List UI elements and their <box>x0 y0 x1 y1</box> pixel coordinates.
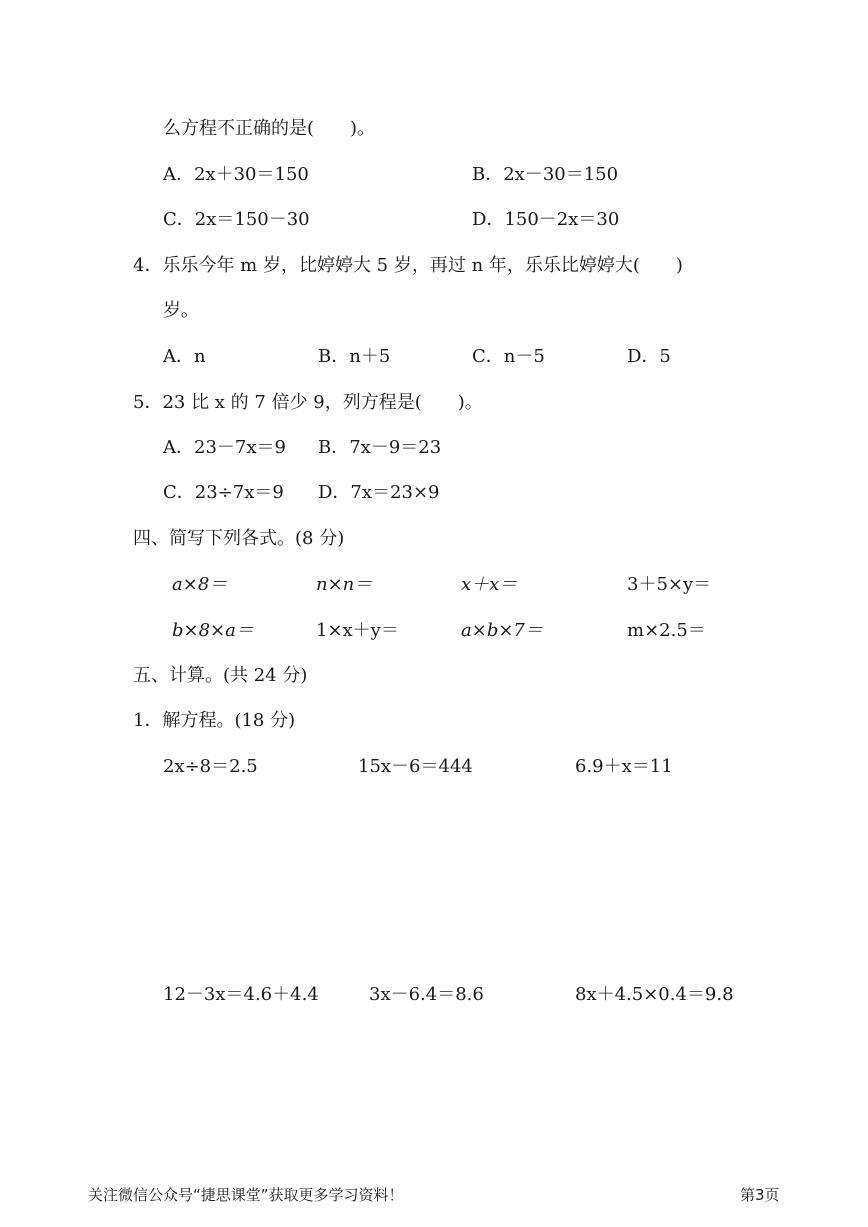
q4-stem: 4．乐乐今年 m 岁，比婷婷大 5 岁，再过 n 年，乐乐比婷婷大( ) <box>133 255 683 276</box>
q5-option-b: B．7x－9＝23 <box>318 437 442 458</box>
expr-item: 3＋5×y＝ <box>627 574 712 595</box>
q3-option-a: A．2x＋30＝150 <box>163 164 309 185</box>
section5-heading: 五、计算。(共 24 分) <box>133 665 308 686</box>
equation-item: 2x÷8＝2.5 <box>163 756 258 777</box>
expr-item: b×8×a＝ <box>172 620 254 641</box>
q4-option-b: B．n＋5 <box>318 346 391 367</box>
expr-item: m×2.5＝ <box>627 620 706 641</box>
expr-item: 1×x＋y＝ <box>316 620 399 641</box>
equation-item: 3x－6.4＝8.6 <box>369 984 484 1005</box>
expr-item: a×b×7＝ <box>461 620 543 641</box>
q5-stem: 5．23 比 x 的 7 倍少 9，列方程是( )。 <box>133 392 483 413</box>
equation-item: 15x－6＝444 <box>358 756 473 777</box>
equation-item: 6.9＋x＝11 <box>575 756 673 777</box>
footer-note: 关注微信公众号“捷思课堂”获取更多学习资料！ <box>88 1186 404 1204</box>
equation-item: 8x＋4.5×0.4＝9.8 <box>575 984 734 1005</box>
q4-option-a: A．n <box>163 346 206 367</box>
q4-stem-cont: 岁。 <box>163 300 199 321</box>
q3-option-d: D．150－2x＝30 <box>472 209 620 230</box>
section5-sub1: 1．解方程。(18 分) <box>133 710 296 731</box>
expr-item: n×n＝ <box>316 574 373 595</box>
q4-option-d: D．5 <box>627 346 671 367</box>
q3-stem: 么方程不正确的是( )。 <box>163 118 376 139</box>
equation-item: 12－3x＝4.6＋4.4 <box>163 984 319 1005</box>
q5-option-c: C．23÷7x＝9 <box>163 482 284 503</box>
q5-option-a: A．23－7x＝9 <box>163 437 286 458</box>
q3-option-c: C．2x＝150－30 <box>163 209 310 230</box>
page-number: 第3页 <box>740 1186 780 1204</box>
q5-option-d: D．7x＝23×9 <box>318 482 440 503</box>
q4-option-c: C．n－5 <box>472 346 545 367</box>
expr-item: x＋x＝ <box>461 574 518 595</box>
section4-heading: 四、简写下列各式。(8 分) <box>133 528 345 549</box>
expr-item: a×8＝ <box>172 574 228 595</box>
q3-option-b: B．2x－30＝150 <box>472 164 619 185</box>
